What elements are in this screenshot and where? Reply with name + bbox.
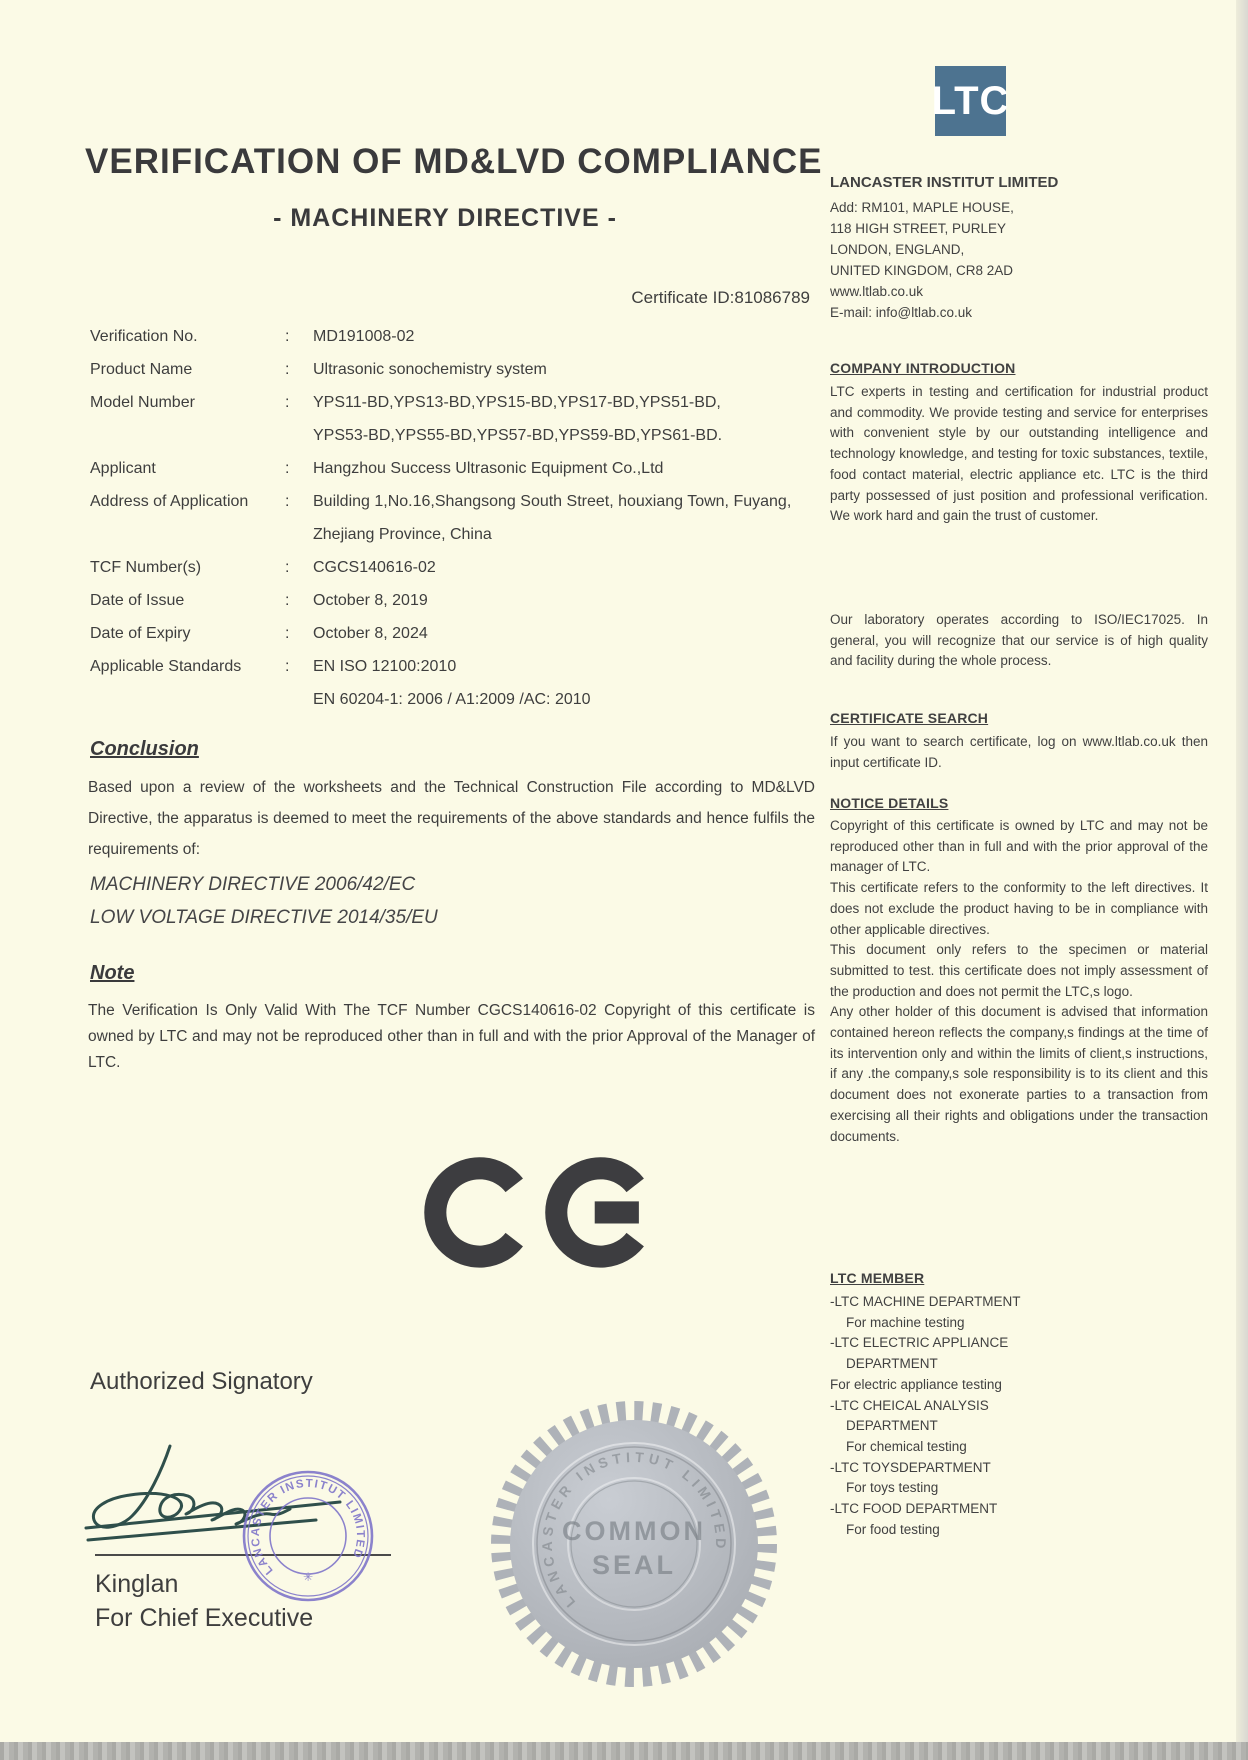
member-item: For chemical testing: [846, 1438, 967, 1454]
field-value: Ultrasonic sonochemistry system: [313, 361, 547, 378]
member-item: For food testing: [846, 1521, 940, 1537]
lancaster-stamp-icon: [240, 1468, 376, 1604]
field-label: Model Number: [90, 394, 195, 411]
fields-table: [90, 320, 815, 716]
seal-ring-text: LANCASTER INSTITUT LIMITED: [538, 1448, 730, 1611]
org-address-line: 118 HIGH STREET, PURLEY: [830, 221, 1007, 236]
org-address-line: Add: RM101, MAPLE HOUSE,: [830, 200, 1014, 215]
certificate-search-body: If you want to search certificate, log on www.ltlab.co.uk then input certificate ID.: [830, 734, 1208, 770]
stamp-ring-text: LANCASTER INSTITUT LIMITED: [249, 1477, 367, 1577]
field-label: Applicant: [90, 460, 156, 477]
seal-center-line2: SEAL: [591, 1550, 677, 1580]
field-value: October 8, 2019: [313, 592, 428, 609]
field-label: TCF Number(s): [90, 559, 202, 576]
notice-paragraph: Any other holder of this document is advised that information contained hereon reflects the company,s findings at the time of its intervention only and within the limits of client,s instructions, if any .the company,s sole responsibility is to its client and this document does not exonerate parties to a transaction from exercising all their rights and obligations under the transaction documents.: [830, 1004, 1208, 1144]
field-value: EN ISO 12100:2010: [313, 658, 457, 675]
field-row-date-of-issue: [90, 584, 815, 617]
company-introduction-p2: Our laboratory operates according to ISO/IEC17025. In general, you will recognize that our service is of high quality and facility during the whole process.: [830, 612, 1208, 669]
field-colon: :: [285, 361, 290, 378]
note-body: The Verification Is Only Valid With The TCF Number CGCS140616-02 Copyright of this certificate is owned by LTC and may not be reproduced other than in full and with the prior Approval of the Manager of LTC.: [88, 1002, 815, 1071]
member-item: For machine testing: [846, 1314, 965, 1330]
field-row-address: [90, 485, 815, 551]
org-address: [830, 197, 1208, 323]
certificate-search-heading: CERTIFICATE SEARCH: [830, 710, 989, 726]
notice-paragraph: Copyright of this certificate is owned by LTC and may not be reproduced other than in full and with the prior approval of the manager of LTC.: [830, 818, 1208, 875]
org-name: LANCASTER INSTITUT LIMITED: [830, 174, 1059, 191]
common-seal-icon: [488, 1398, 780, 1690]
field-row-verification-no: [90, 320, 815, 353]
field-value: October 8, 2024: [313, 625, 428, 642]
page-subtitle: - MACHINERY DIRECTIVE -: [273, 204, 617, 232]
field-value-line2: EN 60204-1: 2006 / A1:2009 /AC: 2010: [313, 691, 591, 708]
field-value: YPS11-BD,YPS13-BD,YPS15-BD,YPS17-BD,YPS51-BD,: [313, 394, 721, 411]
org-address-line: UNITED KINGDOM, CR8 2AD: [830, 263, 1014, 278]
org-address-line: LONDON, ENGLAND,: [830, 242, 965, 257]
note-heading: Note: [90, 962, 135, 984]
member-item: -LTC CHEICAL ANALYSIS: [830, 1397, 989, 1413]
member-item: For toys testing: [846, 1480, 939, 1496]
member-item: -LTC FOOD DEPARTMENT: [830, 1501, 998, 1517]
field-label: Address of Application: [90, 493, 249, 510]
field-value: MD191008-02: [313, 328, 415, 345]
field-label: Verification No.: [90, 328, 198, 345]
ce-mark-icon: [420, 1150, 660, 1272]
conclusion-heading: Conclusion: [90, 738, 199, 760]
field-row-product-name: [90, 353, 815, 386]
page-edge-bottom: [0, 1742, 1248, 1760]
field-value: Hangzhou Success Ultrasonic Equipment Co.,Ltd: [313, 460, 664, 477]
member-item: -LTC TOYSDEPARTMENT: [830, 1459, 991, 1475]
field-colon: :: [285, 394, 290, 411]
field-colon: :: [285, 592, 290, 609]
field-colon: :: [285, 559, 290, 576]
member-item: DEPARTMENT: [846, 1356, 938, 1372]
notice-paragraph: This certificate refers to the conformity to the left directives. It does not exclude the product having to be in compliance with other applicable directives.: [830, 880, 1208, 937]
directive-low-voltage: LOW VOLTAGE DIRECTIVE 2014/35/EU: [90, 907, 438, 928]
notice-details-body: [830, 816, 1208, 1147]
field-row-date-of-expiry: [90, 617, 815, 650]
directives: [90, 868, 438, 934]
member-item: For electric appliance testing: [830, 1376, 1002, 1392]
field-value: Building 1,No.16,Shangsong South Street, houxiang Town, Fuyang,: [313, 493, 792, 510]
conclusion-body: Based upon a review of the worksheets and the Technical Construction File according to MD&LVD Directive, the apparatus is deemed to meet the requirements of the above standards and hence fulfils the requirements of:: [88, 779, 815, 858]
certificate-id: Certificate ID:81086789: [631, 288, 810, 307]
org-website: www.ltlab.co.uk: [830, 284, 924, 299]
field-label: Applicable Standards: [90, 658, 242, 675]
field-value-line2: YPS53-BD,YPS55-BD,YPS57-BD,YPS59-BD,YPS61-BD.: [313, 427, 723, 444]
field-colon: :: [285, 328, 290, 345]
field-label: Product Name: [90, 361, 193, 378]
signatory-name: Kinglan: [95, 1570, 179, 1598]
notice-paragraph: This document only refers to the specimen or material submitted to test. this certificate does not imply assessment of the production and does not permit the LTC,s logo.: [830, 942, 1208, 999]
field-label: Date of Issue: [90, 592, 185, 609]
field-row-applicant: [90, 452, 815, 485]
org-email: E-mail: info@ltlab.co.uk: [830, 305, 973, 320]
stamp-star: ✳: [302, 1570, 314, 1584]
ltc-logo-text: LTC: [931, 78, 1010, 123]
ltc-member-list: [830, 1292, 1208, 1540]
field-row-applicable-standards: [90, 650, 815, 716]
member-item: -LTC MACHINE DEPARTMENT: [830, 1294, 1021, 1309]
field-label: Date of Expiry: [90, 625, 191, 642]
sidebar: [830, 0, 1208, 1760]
authorized-signatory-label: Authorized Signatory: [90, 1368, 313, 1395]
page-edge-right: [1236, 0, 1248, 1760]
seal-center-line1: COMMON: [562, 1516, 706, 1546]
company-introduction-p1: LTC experts in testing and certification for industrial product and commodity. We provide testing and service for enterprises with convenient style by our outstanding intelligence and technology knowledge, and testing for toxic substances, textile, food contact material, electric appliance etc. LTC is the third party possessed of just position and professional verification. We work hard and gain the trust of customer.: [830, 384, 1208, 524]
page-title: VERIFICATION OF MD&LVD COMPLIANCE: [85, 142, 823, 181]
directive-machinery: MACHINERY DIRECTIVE 2006/42/EC: [90, 874, 416, 895]
field-colon: :: [285, 658, 290, 675]
field-value: CGCS140616-02: [313, 559, 436, 576]
signatory-title: For Chief Executive: [95, 1604, 314, 1632]
field-colon: :: [285, 493, 290, 510]
field-row-tcf-number: [90, 551, 815, 584]
field-colon: :: [285, 460, 290, 477]
ltc-member-heading: LTC MEMBER: [830, 1270, 925, 1286]
notice-details-heading: NOTICE DETAILS: [830, 795, 949, 811]
field-value-line2: Zhejiang Province, China: [313, 526, 492, 543]
field-row-model-number: [90, 386, 815, 452]
company-introduction-heading: COMPANY INTRODUCTION: [830, 360, 1016, 376]
member-item: DEPARTMENT: [846, 1418, 938, 1434]
field-colon: :: [285, 625, 290, 642]
member-item: -LTC ELECTRIC APPLIANCE: [830, 1335, 1009, 1351]
